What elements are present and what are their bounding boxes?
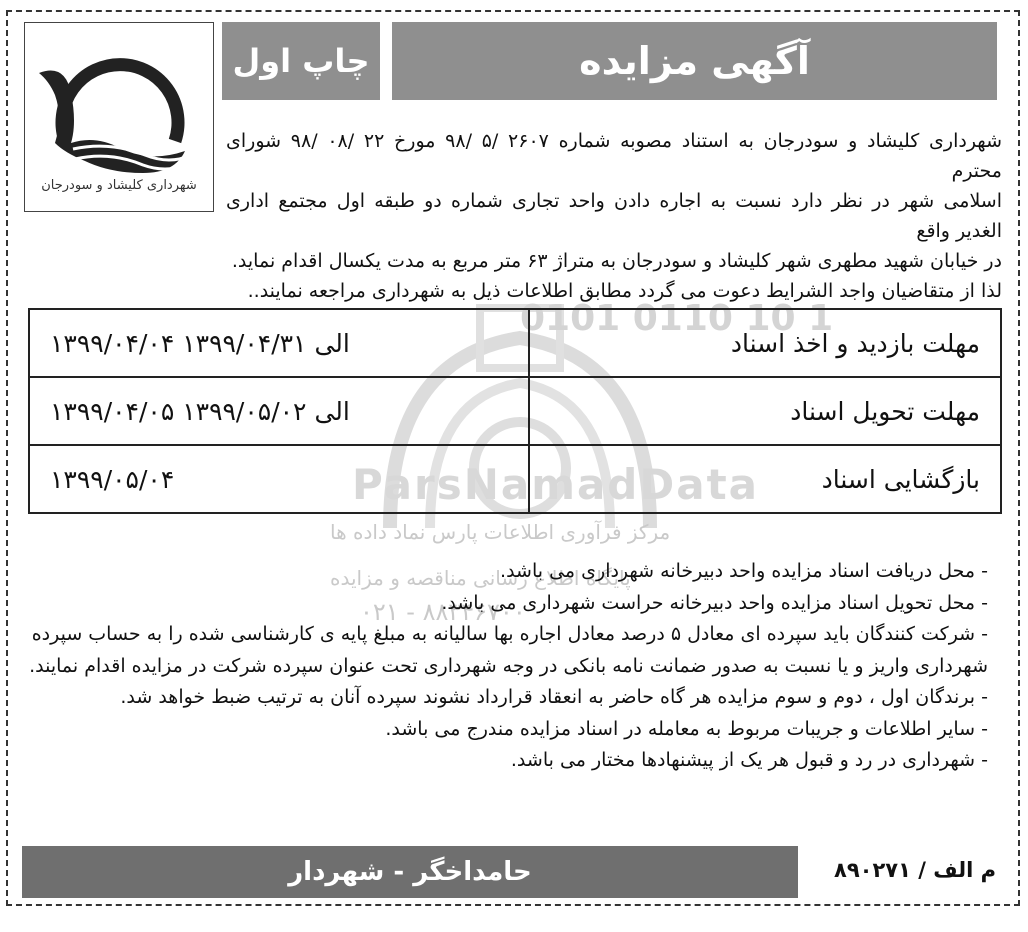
list-item: - محل تحویل اسناد مزایده واحد دبیرخانه حراست شهرداری می باشد. [441, 591, 988, 614]
schedule-table [28, 308, 1002, 514]
reference-number: م الف / ۸۹۰۲۷۱ [834, 858, 996, 882]
schedule-value: ۱۳۹۹/۰۴/۰۴ الی ۱۳۹۹/۰۴/۳۱ [29, 309, 529, 377]
logo-caption: شهرداری کلیشاد و سودرجان [41, 178, 197, 193]
intro-line: شهرداری کلیشاد و سودرجان به استناد مصوبه شماره ۲۶۰۷ /۵ /۹۸ مورخ ۲۲ /۰۸ /۹۸ شورای محترم [226, 130, 1002, 182]
list-item: شهرداری واریز و یا نسبت به صدور ضمانت نامه بانکی در وجه شهرداری تحت عنوان سپرده شرکت در مزایده اقدام نمایند. [29, 654, 988, 677]
watermark-phone: ۰۲۱ - ۸۸۳۴۶۷۰۰ [360, 598, 526, 626]
schedule-label: مهلت بازدید و اخذ اسناد [529, 309, 1001, 377]
list-item: - محل دریافت اسناد مزایده واحد دبیرخانه شهرداری می باشد. [500, 560, 988, 582]
schedule-label: بازگشایی اسناد [529, 445, 1001, 513]
watermark-digits: 0101 0110 10 1 [520, 298, 834, 339]
list-item: - سایر اطلاعات و جریبات مربوط به معامله در اسناد مزایده مندرج می باشد. [385, 717, 988, 740]
schedule-value: ۱۳۹۹/۰۴/۰۵ الی ۱۳۹۹/۰۵/۰۲ [29, 377, 529, 445]
table-row [29, 445, 1001, 513]
intro-line: لذا از متقاضیان واجد الشرایط دعوت می گردد مطابق اطلاعات ذیل به شهرداری مراجعه نمایند.. [247, 280, 1002, 302]
municipality-logo [24, 22, 214, 212]
intro-line: در خیابان شهید مطهری شهر کلیشاد و سودرجان به متراژ ۶۳ متر مربع به مدت یکسال اقدام نماید. [231, 250, 1002, 272]
schedule-label: مهلت تحویل اسناد [529, 377, 1001, 445]
conditions-list [20, 556, 988, 777]
intro-line: اسلامی شهر در نظر دارد نسبت به اجاره دادن واحد تجاری شماره دو طبقه اول مجتمع اداری الغدیر واقع [226, 190, 1002, 242]
list-item: - شهرداری در رد و قبول هر یک از پیشنهادها مختار می باشد. [510, 749, 988, 771]
schedule-value: ۱۳۹۹/۰۵/۰۴ [29, 445, 529, 513]
watermark-brand: ParsNamadData [352, 460, 759, 509]
list-item: - شرکت کنندگان باید سپرده ای معادل ۵ درصد معادل اجاره بها سالیانه به مبلغ پایه ی کارشناسی شده را به حساب سپرده [31, 623, 988, 645]
list-item: - برندگان اول ، دوم و سوم مزایده هر گاه حاضر به انعقاد قرارداد نشوند سپرده آنان به ترتیب ضبط خواهد شد. [120, 686, 988, 708]
table-row [29, 377, 1001, 445]
table-row [29, 309, 1001, 377]
notice-title: آگهی مزایده [392, 22, 997, 100]
intro-paragraph [226, 126, 1002, 306]
watermark-line-2: پایگاه اطلاع رسانی مناقصه و مزایده [330, 566, 631, 590]
watermark-line-1: مرکز فرآوری اطلاعات پارس نماد داده ها [330, 520, 671, 544]
edition-label: چاپ اول [222, 22, 380, 100]
signature-bar: حامداخگر - شهردار [22, 846, 798, 898]
